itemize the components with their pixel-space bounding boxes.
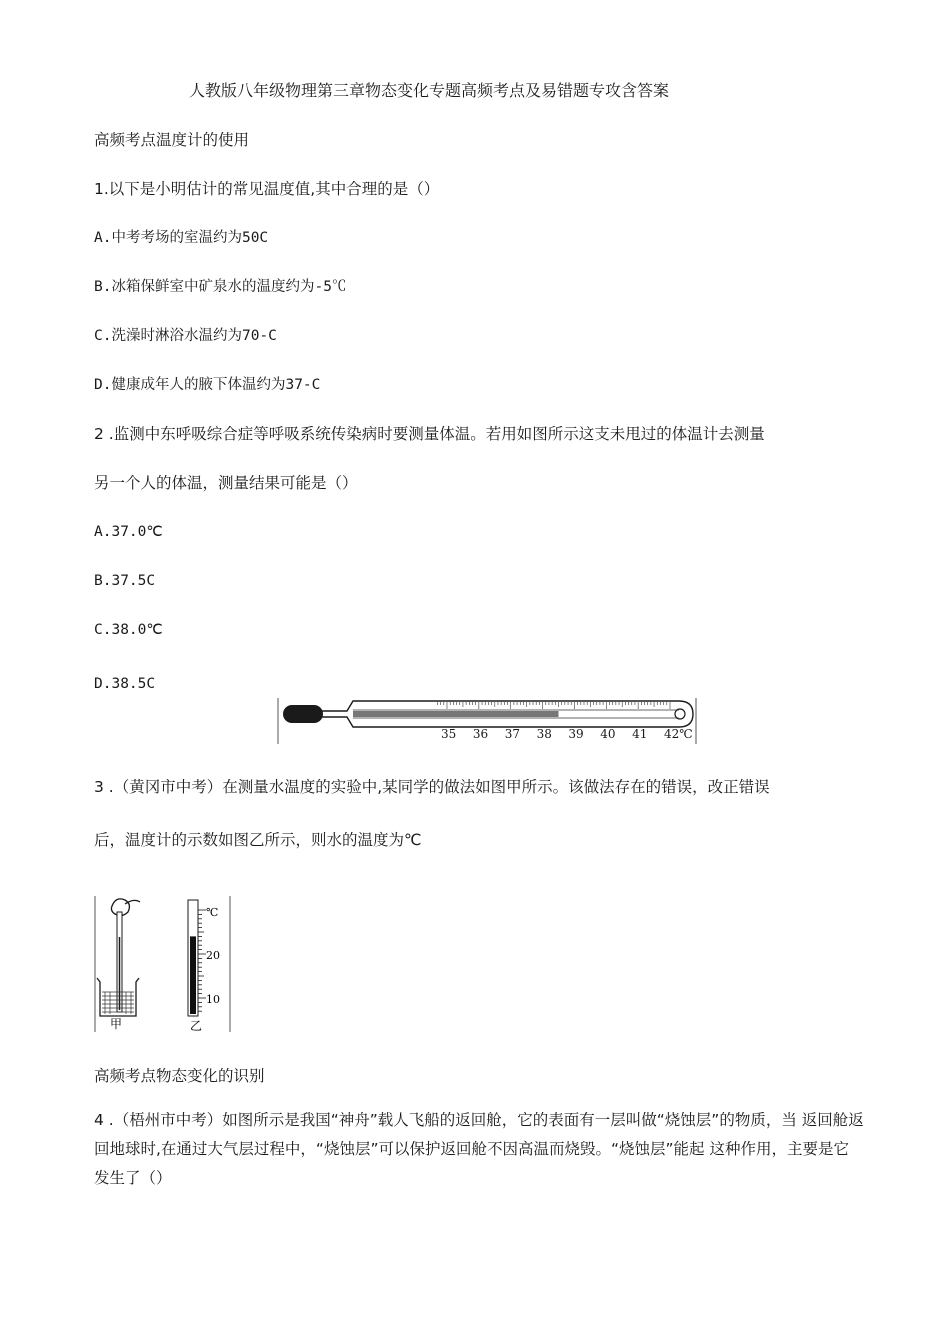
thermometer-yi-ticks xyxy=(198,910,206,1011)
scale-label: 37 xyxy=(504,727,520,741)
page-title: 人教版八年级物理第三章物态变化专题高频考点及易错题专攻含答案 xyxy=(189,81,670,100)
thermometer-yi-unit: ℃ xyxy=(206,906,219,919)
scale-label: 41 xyxy=(632,727,648,741)
scale-label: 42℃ xyxy=(664,727,693,741)
scale-label: 36 xyxy=(472,727,489,741)
thermometer-yi-liquid xyxy=(190,936,196,1014)
clinical-thermometer-figure xyxy=(277,694,699,746)
question-1-option-d: D.健康成年人的腋下体温约为37-C xyxy=(94,377,321,393)
question-1-option-b: B.冰箱保鲜室中矿泉水的温度约为-5℃ xyxy=(94,279,347,295)
thermometer-bulb xyxy=(283,705,323,723)
thermometer-end-loop xyxy=(675,709,685,719)
figure-label-jia: 甲 xyxy=(110,1017,123,1031)
question-2-option-d: D.38.5C xyxy=(94,676,156,692)
scale-label: 38 xyxy=(536,727,552,741)
hand-icon xyxy=(111,899,140,916)
section-heading-state-change: 高频考点物态变化的识别 xyxy=(94,1067,265,1085)
figure-jia-yi xyxy=(92,892,234,1034)
thermometer-scale-ticks xyxy=(437,702,670,709)
scale-label: 39 xyxy=(568,727,584,741)
question-1-option-a: A.中考考场的室温约为50C xyxy=(94,230,269,246)
question-3-line-1: 3 .（黄冈市中考）在测量水温度的实验中,某同学的做法如图甲所示。该做法存在的错误，改正错误 xyxy=(94,778,770,796)
question-2-option-b: B.37.5C xyxy=(94,573,156,589)
thermometer-yi-label-10: 10 xyxy=(206,993,220,1006)
question-1-stem: 1.以下是小明估计的常见温度值,其中合理的是（） xyxy=(94,180,440,198)
question-1-option-c: C.洗澡时淋浴水温约为70-C xyxy=(94,328,277,344)
question-4-text: 4 .（梧州市中考）如图所示是我国“神舟”载人飞船的返回舱，它的表面有一层叫做“烧蚀层”的物质，当 返回舱返回地球时,在通过大气层过程中，“烧蚀层”可以保护返回舱不因高温而烧毁。“烧蚀层”能起 这种作用，主要是它发生了（） xyxy=(94,1111,864,1187)
question-2-line-1: 2 .监测中东呼吸综合症等呼吸系统传染病时要测量体温。若用如图所示这支未甩过的体温计去测量 xyxy=(94,425,765,443)
thermometer-mercury-column xyxy=(353,711,559,717)
question-2-line-2: 另一个人的体温，测量结果可能是（） xyxy=(94,474,358,492)
question-2-option-c: C.38.0℃ xyxy=(94,622,163,638)
section-heading-thermometer-use: 高频考点温度计的使用 xyxy=(94,131,250,149)
scale-label: 35 xyxy=(441,727,457,741)
thermometer-scale-labels xyxy=(441,727,693,741)
scale-label: 40 xyxy=(600,727,616,741)
question-3-line-2: 后，温度计的示数如图乙所示，则水的温度为℃ xyxy=(94,831,422,849)
figure-label-yi: 乙 xyxy=(190,1019,203,1033)
thermometer-yi-label-20: 20 xyxy=(206,949,220,962)
question-2-option-a: A.37.0℃ xyxy=(94,524,163,540)
